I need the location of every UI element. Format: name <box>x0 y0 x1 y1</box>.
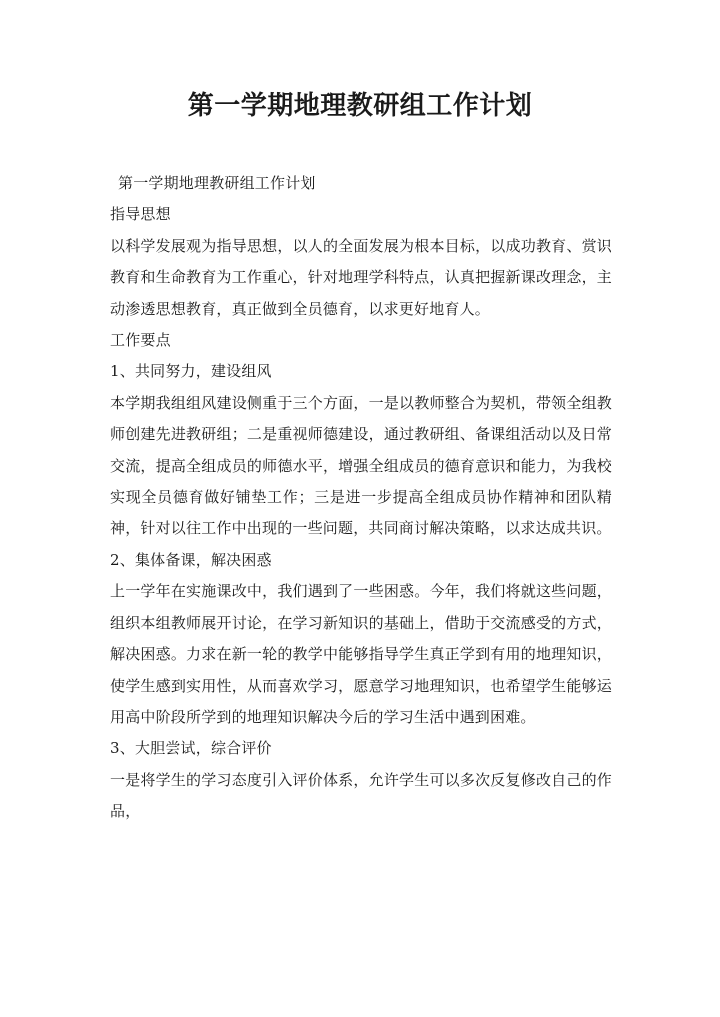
document-body <box>110 168 612 828</box>
paragraph-point-1: 本学期我组组风建设侧重于三个方面，一是以教师整合为契机，带领全组教师创建先进教研组；二是重视师德建设，通过教研组、备课组活动以及日常交流，提高全组成员的师德水平，增强全组成员的德育意识和能力，为我校实现全员德育做好铺垫工作；三是进一步提高全组成员协作精神和团队精神，针对以往工作中出现的一些问题，共同商讨解决策略，以求达成共识。 <box>110 393 612 538</box>
paragraph-point-3: 一是将学生的学习态度引入评价体系，允许学生可以多次反复修改自己的作品， <box>110 770 612 821</box>
document-title: 第一学期地理教研组工作计划 <box>187 91 533 121</box>
subheading-point-2: 2、集体备课，解决困惑 <box>110 550 272 569</box>
section-heading-guiding-ideology: 指导思想 <box>110 205 171 224</box>
subheading-point-1: 1、共同努力，建设组风 <box>110 362 272 381</box>
subheading-point-3: 3、大胆尝试，综合评价 <box>110 739 272 758</box>
subtitle-paragraph: 第一学期地理教研组工作计划 <box>118 174 316 192</box>
paragraph-guiding-ideology: 以科学发展观为指导思想，以人的全面发展为根本目标，以成功教育、赏识教育和生命教育为工作重心，针对地理学科特点，认真把握新课改理念，主动渗透思想教育，真正做到全员德育，以求更好地育人。 <box>110 236 612 318</box>
paragraph-point-2: 上一学年在实施课改中，我们遇到了一些困惑。今年，我们将就这些问题，组织本组教师展开讨论，在学习新知识的基础上，借助于交流感受的方式，解决困惑。力求在新一轮的教学中能够指导学生真正学到有用的地理知识，使学生感到实用性，从而喜欢学习，愿意学习地理知识，也希望学生能够运用高中阶段所学到的地理知识解决今后的学习生活中遇到困难。 <box>110 582 612 726</box>
section-heading-work-points: 工作要点 <box>110 331 171 350</box>
